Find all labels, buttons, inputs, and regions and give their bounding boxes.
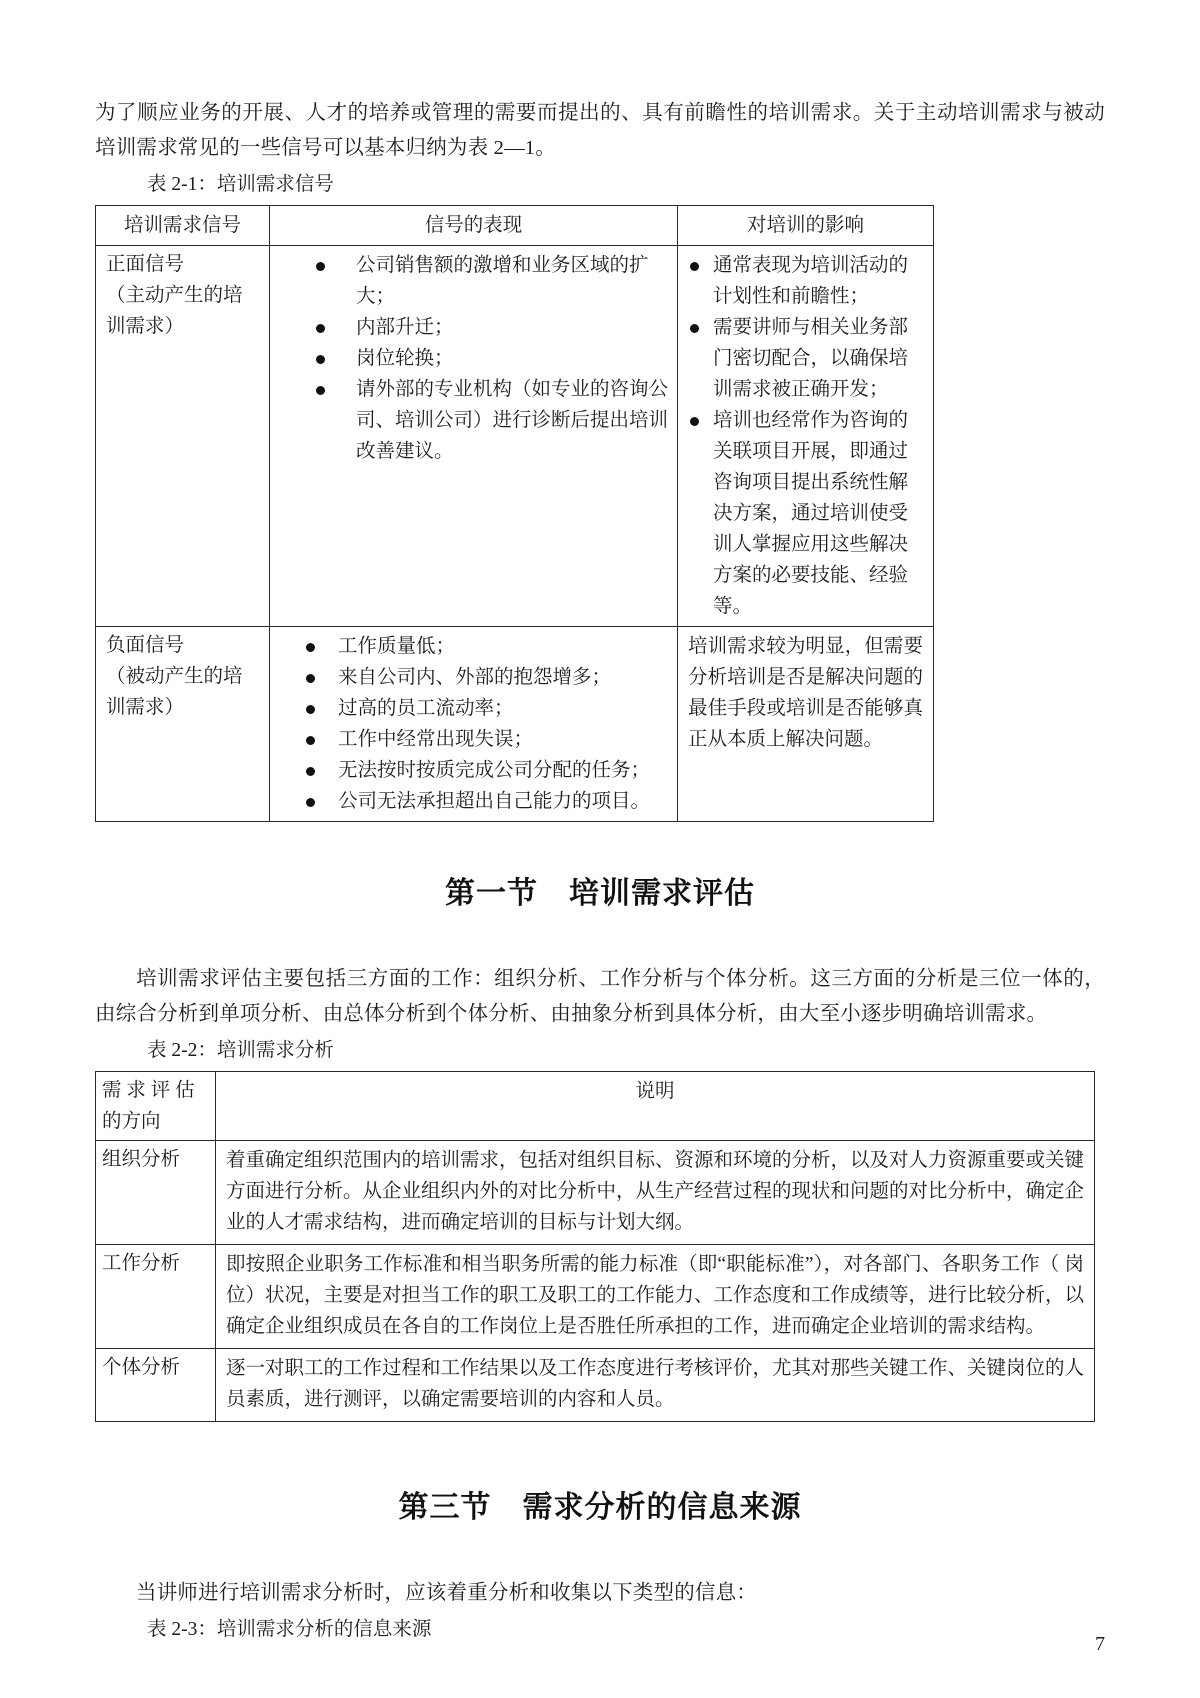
list-item: 内部升迁； <box>278 312 669 343</box>
list-item: 无法按时按质完成公司分配的任务； <box>278 755 669 786</box>
table2-row0-direction: 组织分析 <box>96 1141 216 1245</box>
table1-row1-impact-text: 培训需求较为明显，但需要分析培训是否是解决问题的最佳手段或培训是否能够真正从本质上解决问题。 <box>678 627 934 822</box>
table2-header-direction <box>96 1072 216 1141</box>
table3-caption: 表 2-3：培训需求分析的信息来源 <box>147 1619 432 1640</box>
signal-list <box>278 631 669 817</box>
section-heading-1: 第一节 培训需求评估 <box>445 876 755 911</box>
signal-list <box>278 250 669 467</box>
table1-row1-label <box>96 627 270 822</box>
table-training-need-analysis <box>95 1071 1095 1422</box>
table-row-header <box>96 1072 1095 1141</box>
section3-paragraph: 当讲师进行培训需求分析时，应该着重分析和收集以下类型的信息： <box>136 1582 757 1604</box>
table2-row2-direction: 个体分析 <box>96 1349 216 1422</box>
list-item: 公司销售额的激增和业务区域的扩大； <box>278 250 669 312</box>
table1-row0-label <box>96 246 270 627</box>
label-line-1: 正面信号 <box>106 254 185 275</box>
label-line-2: （主动产生的培 <box>106 285 243 306</box>
table1-header-0: 培训需求信号 <box>96 206 270 246</box>
list-item: 工作质量低； <box>278 631 669 662</box>
intro-paragraph: 为了顺应业务的开展、人才的培养或管理的需要而提出的、具有前瞻性的培训需求。关于主动培训需求与被动培训需求常见的一些信号可以基本归纳为表 2—1。 <box>95 102 1105 159</box>
impact-list <box>686 250 925 622</box>
list-item: 来自公司内、外部的抱怨增多； <box>278 662 669 693</box>
list-item: 通常表现为培训活动的计划性和前瞻性； <box>686 250 925 312</box>
list-item: 公司无法承担超出自己能力的项目。 <box>278 786 669 817</box>
table2-header-description: 说明 <box>216 1072 1095 1141</box>
header-line-2: 的方向 <box>102 1111 161 1132</box>
table2-row2-description: 逐一对职工的工作过程和工作结果以及工作态度进行考核评价，尤其对那些关键工作、关键岗位的人员素质，进行测评，以确定需要培训的内容和人员。 <box>216 1349 1095 1422</box>
table-row <box>96 246 934 627</box>
table2-row0-description: 着重确定组织范围内的培训需求，包括对组织目标、资源和环境的分析，以及对人力资源重要或关键方面进行分析。从企业组织内外的对比分析中，从生产经营过程的现状和问题的对比分析中，确定企业的人才需求结构，进而确定培训的目标与计划大纲。 <box>216 1141 1095 1245</box>
list-item: 岗位轮换； <box>278 343 669 374</box>
table-row-header <box>96 206 934 246</box>
table1-header-1: 信号的表现 <box>270 206 678 246</box>
section1-paragraph: 培训需求评估主要包括三方面的工作：组织分析、工作分析与个体分析。这三方面的分析是三位一体的，由综合分析到单项分析、由总体分析到个体分析、由抽象分析到具体分析，由大至小逐步明确培训需求。 <box>95 968 1105 1025</box>
table1-caption: 表 2-1：培训需求信号 <box>147 174 334 195</box>
label-line-1: 负面信号 <box>106 635 185 656</box>
table1-row0-signals <box>270 246 678 627</box>
table-row <box>96 1245 1095 1349</box>
table1-row0-impacts <box>678 246 934 627</box>
table-row <box>96 1141 1095 1245</box>
table-training-need-signals <box>95 205 934 822</box>
label-line-3: 训需求） <box>106 697 185 718</box>
table1-header-2: 对培训的影响 <box>678 206 934 246</box>
header-line-1: 需 求 评 估 <box>102 1080 195 1101</box>
label-line-2: （被动产生的培 <box>106 666 243 687</box>
table2-row1-direction: 工作分析 <box>96 1245 216 1349</box>
list-item: 过高的员工流动率； <box>278 693 669 724</box>
table1-row1-signals <box>270 627 678 822</box>
list-item: 需要讲师与相关业务部门密切配合，以确保培训需求被正确开发； <box>686 312 925 405</box>
page-number: 7 <box>1095 1633 1105 1655</box>
section-heading-3: 第三节 需求分析的信息来源 <box>398 1490 802 1525</box>
list-item: 培训也经常作为咨询的关联项目开展，即通过咨询项目提出系统性解决方案，通过培训使受训人掌握应用这些解决方案的必要技能、经验等。 <box>686 405 925 622</box>
table-row <box>96 627 934 822</box>
table2-caption: 表 2-2：培训需求分析 <box>147 1040 334 1061</box>
list-item: 工作中经常出现失误； <box>278 724 669 755</box>
table2-row1-description: 即按照企业职务工作标准和相当职务所需的能力标准（即“职能标准”），对各部门、各职务工作（ 岗位）状况，主要是对担当工作的职工及职工的工作能力、工作态度和工作成绩等，进行比较分析，以确定企业组织成员在各自的工作岗位上是否胜任所承担的工作，进而确定企业培训的需求结构。 <box>216 1245 1095 1349</box>
label-line-3: 训需求） <box>106 316 185 337</box>
list-item: 请外部的专业机构（如专业的咨询公司、培训公司）进行诊断后提出培训改善建议。 <box>278 374 669 467</box>
table-row <box>96 1349 1095 1422</box>
